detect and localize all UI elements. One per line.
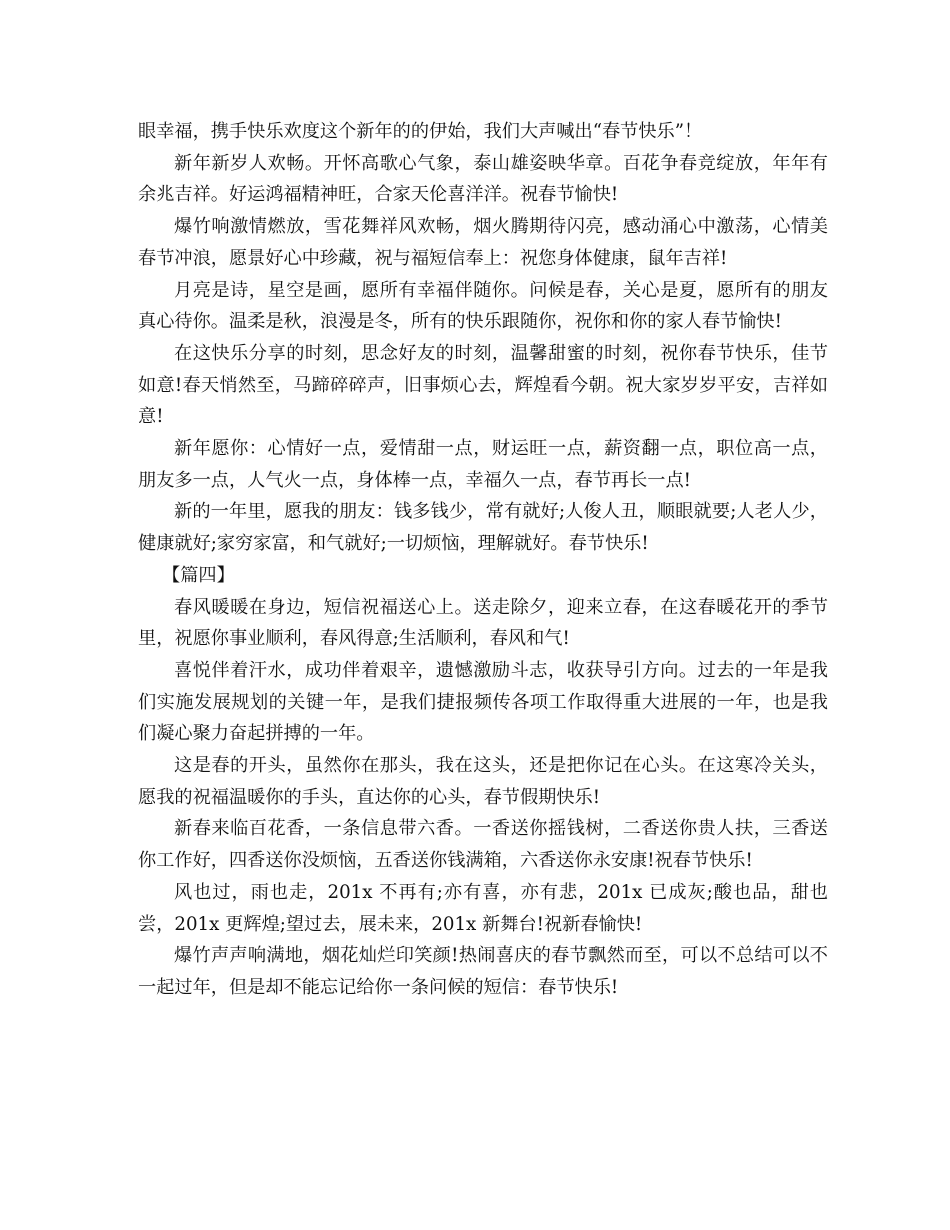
paragraph: 爆竹响激情燃放，雪花舞祥风欢畅，烟火腾期待闪亮，感动涌心中激荡，心情美春节冲浪，愿景好心中珍藏，祝与福短信奉上：祝您身体健康，鼠年吉祥! [138, 216, 828, 269]
paragraph: 新年新岁人欢畅。开怀高歌心气象，泰山雄姿映华章。百花争春竞绽放，年年有余兆吉祥。好运鸿福精神旺，合家天伦喜洋洋。祝春节愉快! [138, 152, 828, 206]
document-page [138, 116, 828, 1004]
section-heading: 【篇四】 [162, 564, 235, 586]
paragraph: 新的一年里，愿我的朋友：钱多钱少，常有就好;人俊人丑，顺眼就要;人老人少，健康就好;家穷家富，和气就好;一切烦恼，理解就好。春节快乐! [138, 501, 828, 555]
paragraph: 新年愿你：心情好一点，爱情甜一点，财运旺一点，薪资翻一点，职位高一点，朋友多一点，人气火一点，身体棒一点，幸福久一点，春节再长一点! [138, 438, 828, 491]
paragraph: 这是春的开头，虽然你在那头，我在这头，还是把你记在心头。在这寒冷关头，愿我的祝福温暖你的手头，直达你的心头，春节假期快乐! [138, 755, 828, 808]
paragraph: 眼幸福，携手快乐欢度这个新年的的伊始，我们大声喊出“春节快乐”！ [138, 121, 703, 142]
paragraph: 爆竹声声响满地，烟花灿烂印笑颜!热闹喜庆的春节飘然而至，可以不总结可以不一起过年，但是却不能忘记给你一条问候的短信：春节快乐! [138, 945, 828, 998]
paragraph: 风也过，雨也走，201x 不再有;亦有喜，亦有悲，201x 已成灰;酸也品，甜也尝，201x 更辉煌;望过去，展未来，201x 新舞台!祝新春愉快! [138, 881, 828, 935]
paragraph: 新春来临百花香，一条信息带六香。一香送你摇钱树，二香送你贵人扶，三香送你工作好，四香送你没烦恼，五香送你钱满箱，六香送你永安康!祝春节快乐! [138, 818, 828, 872]
paragraph: 喜悦伴着汗水，成功伴着艰辛，遗憾激励斗志，收获导引方向。过去的一年是我们实施发展规划的关键一年，是我们捷报频传各项工作取得重大进展的一年，也是我们凝心聚力奋起拼搏的一年。 [138, 659, 828, 745]
paragraph: 在这快乐分享的时刻，思念好友的时刻，温馨甜蜜的时刻，祝你春节快乐，佳节如意!春天悄然至，马蹄碎碎声，旧事烦心去，辉煌看今朝。祝大家岁岁平安，吉祥如意! [138, 342, 828, 428]
paragraph: 春风暖暖在身边，短信祝福送心上。送走除夕，迎来立春，在这春暖花开的季节里，祝愿你事业顺利，春风得意;生活顺利，春风和气! [138, 596, 828, 650]
paragraph: 月亮是诗，星空是画，愿所有幸福伴随你。问候是春，关心是夏，愿所有的朋友真心待你。温柔是秋，浪漫是冬，所有的快乐跟随你，祝你和你的家人春节愉快! [138, 279, 828, 333]
